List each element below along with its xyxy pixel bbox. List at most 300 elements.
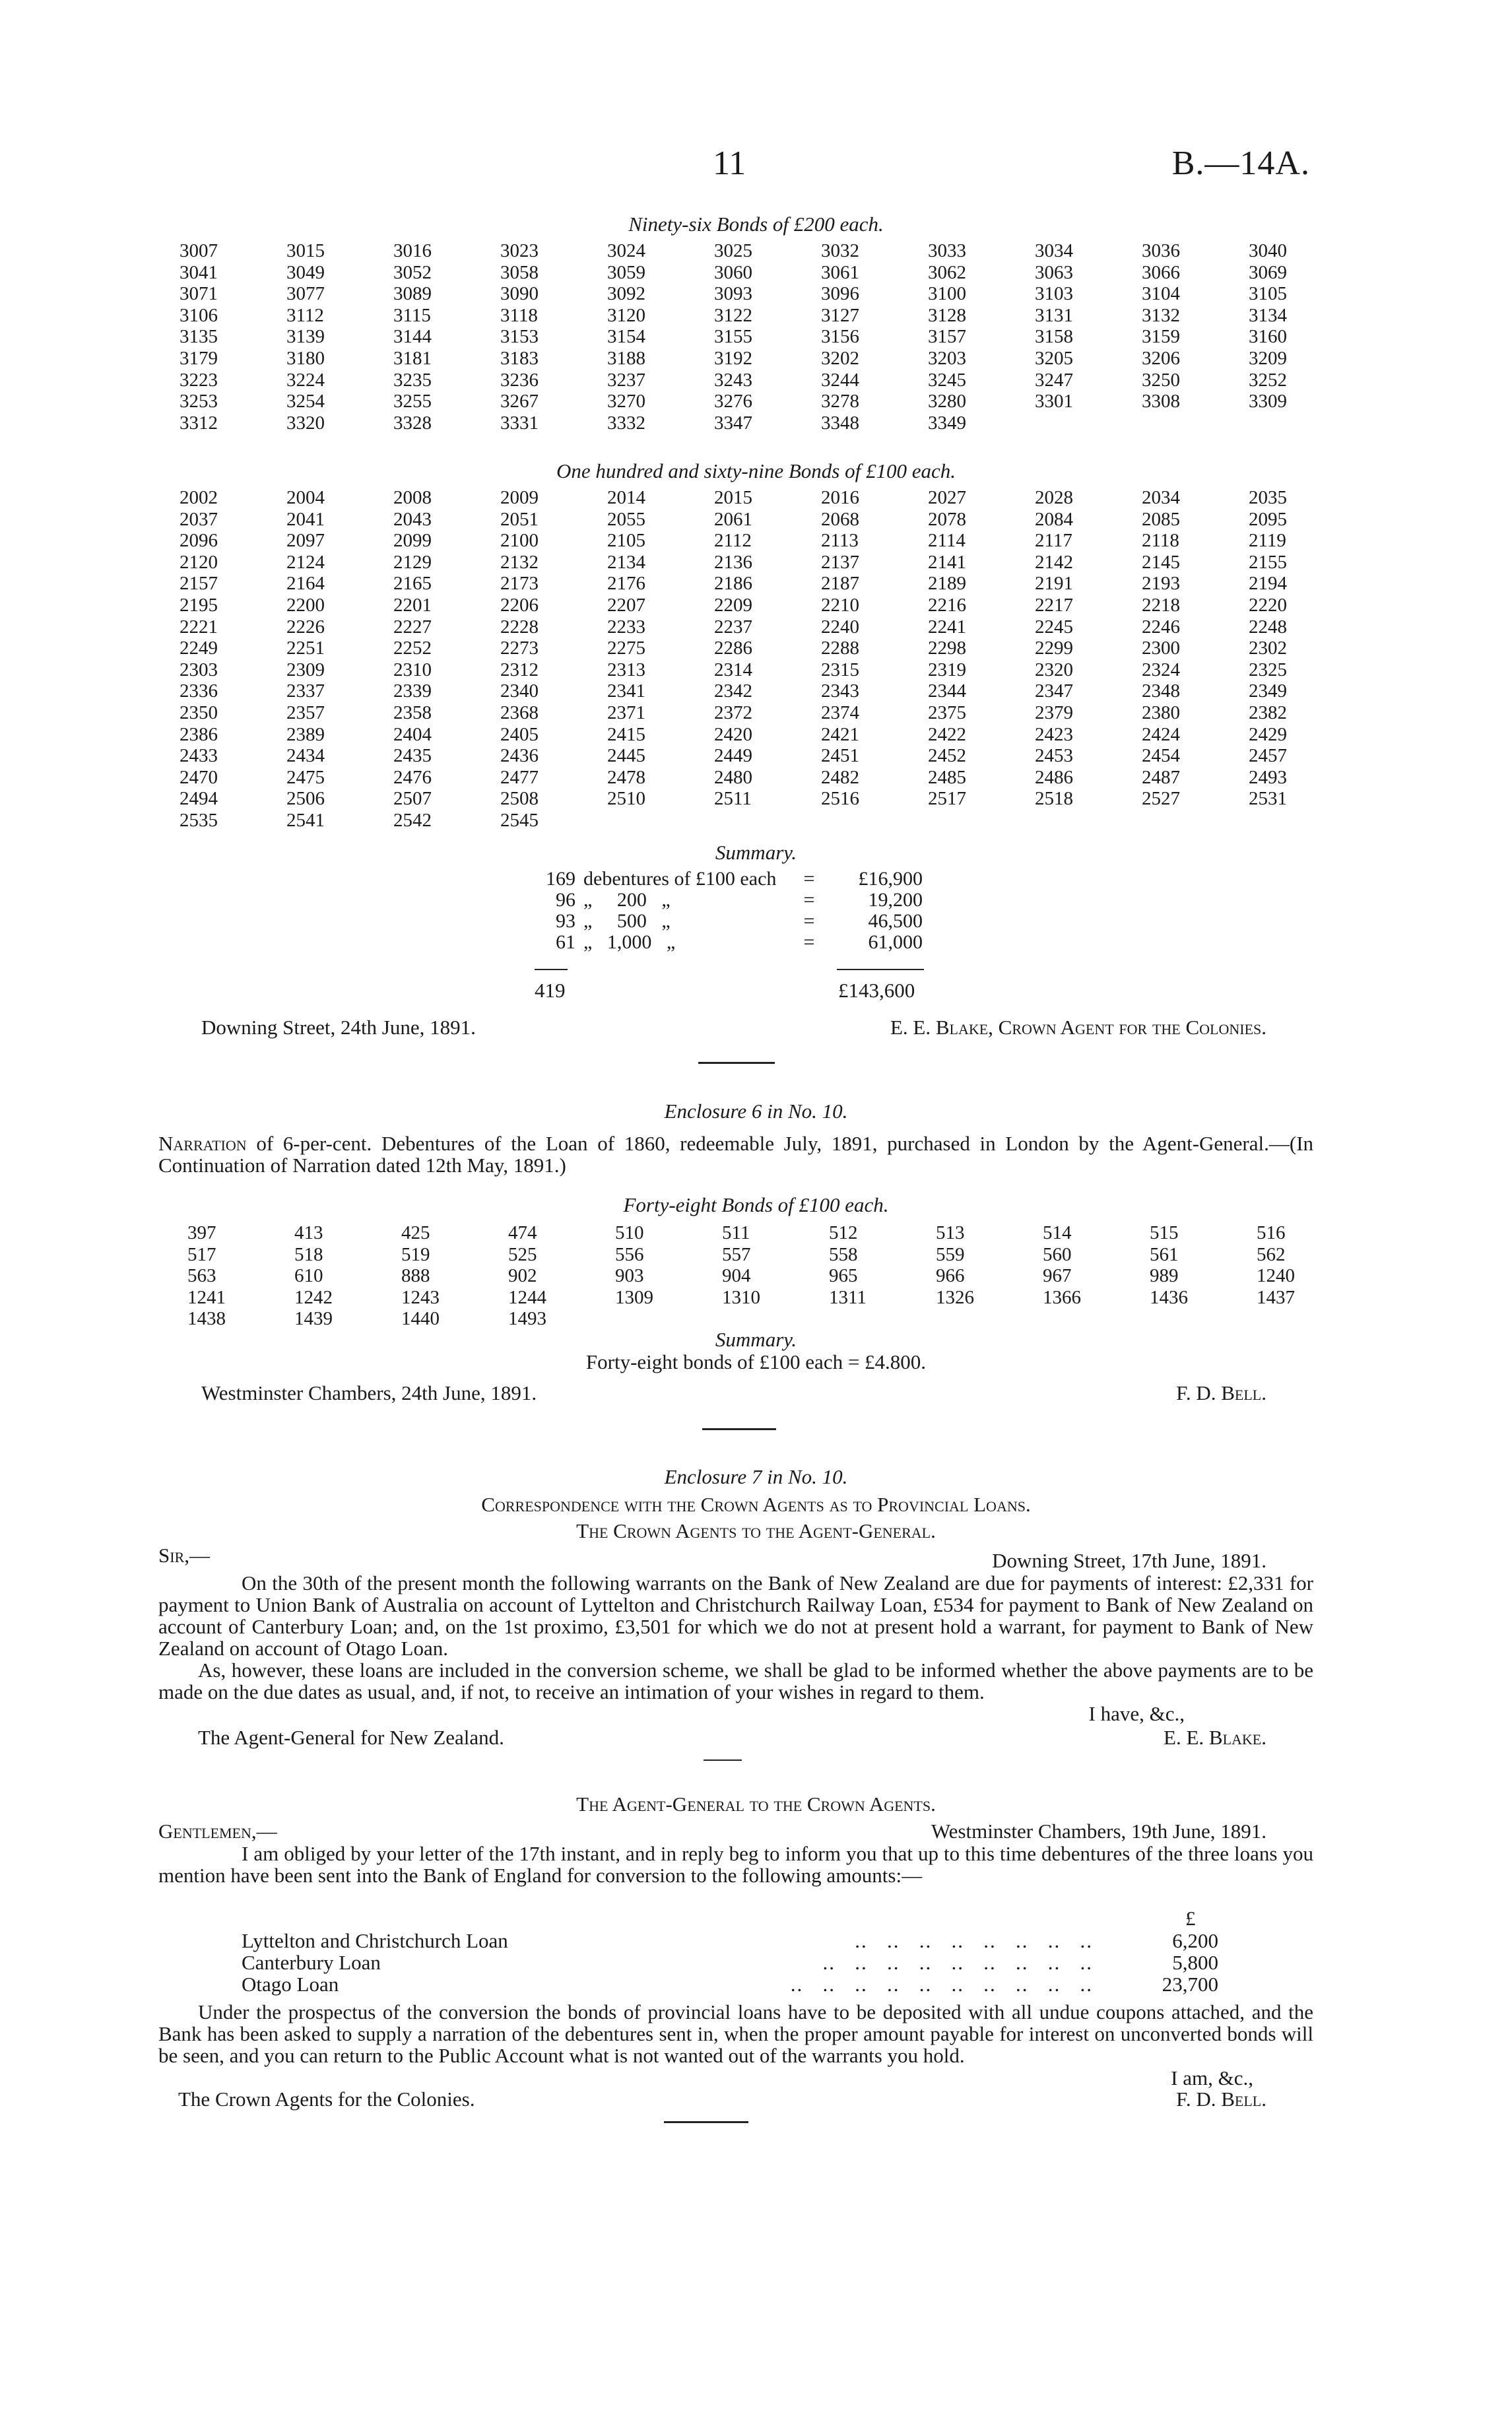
summary-cell: 169 bbox=[546, 868, 575, 890]
bond-number: 3025 bbox=[714, 240, 752, 261]
bond-number: 2424 bbox=[1142, 723, 1180, 745]
bond-number: 3320 bbox=[286, 412, 325, 434]
bond-number: 3255 bbox=[393, 391, 432, 412]
bond-number: 2511 bbox=[714, 788, 752, 810]
bond-number: 2078 bbox=[928, 508, 966, 530]
bond-number: 3105 bbox=[1249, 283, 1287, 305]
bond-number: 2379 bbox=[1035, 702, 1073, 723]
bond-number: 3209 bbox=[1249, 347, 1287, 369]
summary-row bbox=[525, 911, 927, 932]
bond-number: 2341 bbox=[607, 680, 645, 702]
bond-number: 989 bbox=[1150, 1265, 1179, 1287]
bond-number: 2350 bbox=[180, 702, 218, 723]
bond-number: 2061 bbox=[714, 508, 752, 530]
bond-number: 2349 bbox=[1249, 680, 1287, 702]
bond-number: 2506 bbox=[286, 788, 325, 810]
bond-number: 2240 bbox=[821, 616, 859, 638]
bond-number: 1243 bbox=[401, 1286, 440, 1308]
bond-number: 3236 bbox=[500, 369, 539, 391]
loan-amount: 23,700 bbox=[1162, 1973, 1218, 1996]
bond-number: 2371 bbox=[607, 702, 645, 723]
bond-number: 2302 bbox=[1249, 638, 1287, 659]
bond-number: 2348 bbox=[1142, 680, 1180, 702]
bond-number: 2245 bbox=[1035, 616, 1073, 638]
bond-number: 2314 bbox=[714, 659, 752, 680]
bond-number: 3312 bbox=[180, 412, 218, 434]
table-row bbox=[180, 638, 1356, 659]
leader-dots: .. .. .. .. .. .. .. .. bbox=[855, 1929, 1093, 1952]
bond-number: 2100 bbox=[500, 530, 539, 552]
bond-number: 2136 bbox=[714, 551, 752, 573]
bond-number: 3243 bbox=[714, 369, 752, 391]
bond-number: 2423 bbox=[1035, 723, 1073, 745]
bond-number: 3118 bbox=[500, 304, 538, 326]
letter-2-heading: The Agent-General to the Crown Agents. bbox=[576, 1792, 936, 1816]
bond-number: 474 bbox=[508, 1222, 537, 1243]
bond-number: 2340 bbox=[500, 680, 539, 702]
bond-number: 2028 bbox=[1035, 487, 1073, 508]
table-row bbox=[180, 810, 1356, 832]
bond-number: 2228 bbox=[500, 616, 539, 638]
bond-number: 3052 bbox=[393, 261, 432, 283]
bond-number: 3077 bbox=[286, 283, 325, 305]
summary-count-rule bbox=[535, 969, 568, 970]
table-row bbox=[187, 1308, 1364, 1330]
bond-number: 3203 bbox=[928, 347, 966, 369]
bond-number: 3278 bbox=[821, 391, 859, 412]
bond-number: 2187 bbox=[821, 573, 859, 595]
bond-number: 3104 bbox=[1142, 283, 1180, 305]
bond-number: 2120 bbox=[180, 551, 218, 573]
bond-number: 3244 bbox=[821, 369, 859, 391]
bond-number: 2315 bbox=[821, 659, 859, 680]
bond-number: 888 bbox=[401, 1265, 430, 1287]
bond-number: 2217 bbox=[1035, 594, 1073, 616]
bond-number: 3331 bbox=[500, 412, 539, 434]
bond-number: 3301 bbox=[1035, 391, 1073, 412]
summary-row bbox=[525, 890, 927, 911]
table-row bbox=[180, 573, 1356, 595]
bond-number: 3007 bbox=[180, 240, 218, 261]
table-row bbox=[180, 305, 1356, 327]
bond-number: 2494 bbox=[180, 788, 218, 810]
bond-number: 3347 bbox=[714, 412, 752, 434]
bond-number: 2248 bbox=[1249, 616, 1287, 638]
table-row bbox=[180, 283, 1356, 305]
bond-number: 561 bbox=[1150, 1243, 1179, 1265]
bond-number: 2337 bbox=[286, 680, 325, 702]
letter-1-place: Downing Street, 17th June, 1891. bbox=[992, 1549, 1266, 1572]
bond-number: 3071 bbox=[180, 283, 218, 305]
loan-name: Lyttelton and Christchurch Loan bbox=[242, 1929, 508, 1952]
section-divider-2 bbox=[702, 1428, 776, 1430]
bond-number: 563 bbox=[187, 1265, 216, 1287]
bond-number: 397 bbox=[187, 1222, 216, 1243]
bond-number: 2309 bbox=[286, 659, 325, 680]
bond-number: 2129 bbox=[393, 551, 432, 573]
bond-number: 902 bbox=[508, 1265, 537, 1287]
bond-number: 559 bbox=[936, 1243, 965, 1265]
bond-number: 2227 bbox=[393, 616, 432, 638]
bond-number: 1438 bbox=[187, 1308, 226, 1330]
bond-number: 2325 bbox=[1249, 659, 1287, 680]
bond-number: 3181 bbox=[393, 347, 432, 369]
bond-number: 3253 bbox=[180, 391, 218, 412]
summary-row bbox=[525, 932, 927, 953]
bond-number: 2037 bbox=[180, 508, 218, 530]
bond-number: 413 bbox=[294, 1222, 323, 1243]
table-row bbox=[180, 370, 1356, 391]
bond-number: 2339 bbox=[393, 680, 432, 702]
bond-number: 3059 bbox=[607, 261, 645, 283]
enclosure-6-title: Enclosure 6 in No. 10. bbox=[664, 1100, 848, 1123]
bond-number: 2096 bbox=[180, 530, 218, 552]
table-row bbox=[180, 745, 1356, 767]
bond-number: 2434 bbox=[286, 745, 325, 767]
bond-number: 2433 bbox=[180, 745, 218, 767]
bond-number: 2482 bbox=[821, 766, 859, 788]
summary-amount-rule bbox=[837, 969, 924, 970]
bond-number: 2449 bbox=[714, 745, 752, 767]
bond-number: 3041 bbox=[180, 261, 218, 283]
bond-number: 3276 bbox=[714, 391, 752, 412]
bond-number: 2531 bbox=[1249, 788, 1287, 810]
bond-number: 3332 bbox=[607, 412, 645, 434]
bond-number: 3223 bbox=[180, 369, 218, 391]
summary-cell: 19,200 bbox=[868, 889, 923, 911]
letter-1-closing: I have, &c., bbox=[1088, 1702, 1185, 1725]
bond-number: 3179 bbox=[180, 347, 218, 369]
bond-number: 3060 bbox=[714, 261, 752, 283]
letter-1-addressee: The Agent-General for New Zealand. bbox=[198, 1726, 504, 1749]
bond-number: 2382 bbox=[1249, 702, 1287, 723]
bond-number: 2085 bbox=[1142, 508, 1180, 530]
bond-number: 2312 bbox=[500, 659, 539, 680]
bond-number: 2157 bbox=[180, 573, 218, 595]
bond-number: 517 bbox=[187, 1243, 216, 1265]
bond-number: 2206 bbox=[500, 594, 539, 616]
bond-number: 2535 bbox=[180, 809, 218, 831]
bond-number: 519 bbox=[401, 1243, 430, 1265]
bond-number: 3106 bbox=[180, 304, 218, 326]
bond-number: 562 bbox=[1257, 1243, 1286, 1265]
bond-number: 2358 bbox=[393, 702, 432, 723]
bond-number: 3033 bbox=[928, 240, 966, 261]
signature-bell: F. D. Bell. bbox=[1176, 1381, 1266, 1404]
section-title-200-bonds: Ninety-six Bonds of £200 each. bbox=[628, 213, 884, 236]
bond-number: 3016 bbox=[393, 240, 432, 261]
table-row bbox=[180, 788, 1356, 810]
enclosure-7-title: Enclosure 7 in No. 10. bbox=[664, 1465, 848, 1488]
bond-number: 3036 bbox=[1142, 240, 1180, 261]
bond-number: 904 bbox=[722, 1265, 751, 1287]
bond-number: 3156 bbox=[821, 326, 859, 348]
summary-cell: debentures of £100 each bbox=[583, 868, 777, 890]
bond-number: 3103 bbox=[1035, 283, 1073, 305]
bond-number: 3245 bbox=[928, 369, 966, 391]
bond-number: 2210 bbox=[821, 594, 859, 616]
bond-number: 1242 bbox=[294, 1286, 333, 1308]
table-row bbox=[180, 616, 1356, 638]
bond-number: 2420 bbox=[714, 723, 752, 745]
bond-number: 2249 bbox=[180, 638, 218, 659]
bond-number: 3206 bbox=[1142, 347, 1180, 369]
bond-number: 3040 bbox=[1249, 240, 1287, 261]
bond-number: 3252 bbox=[1249, 369, 1287, 391]
bond-number: 3034 bbox=[1035, 240, 1073, 261]
bond-number: 2186 bbox=[714, 573, 752, 595]
bond-number: 3100 bbox=[928, 283, 966, 305]
bond-number: 1240 bbox=[1257, 1265, 1295, 1287]
bond-number: 2207 bbox=[607, 594, 645, 616]
bond-number: 3069 bbox=[1249, 261, 1287, 283]
narration-lead: Narration bbox=[158, 1132, 247, 1155]
bond-number: 1309 bbox=[615, 1286, 653, 1308]
bond-number: 2485 bbox=[928, 766, 966, 788]
dateline-westminster: Westminster Chambers, 24th June, 1891. bbox=[201, 1381, 537, 1404]
bond-number: 2313 bbox=[607, 659, 645, 680]
bond-number: 2476 bbox=[393, 766, 432, 788]
summary-total-amount: £143,600 bbox=[838, 979, 915, 1002]
bond-number: 3154 bbox=[607, 326, 645, 348]
bond-number: 1311 bbox=[829, 1286, 867, 1308]
bond-number: 3160 bbox=[1249, 326, 1287, 348]
summary-cell: „ 1,000 „ bbox=[583, 931, 676, 953]
bond-number: 2487 bbox=[1142, 766, 1180, 788]
bond-number: 3158 bbox=[1035, 326, 1073, 348]
bond-number: 3188 bbox=[607, 347, 645, 369]
table-row bbox=[180, 487, 1356, 509]
bond-number: 2451 bbox=[821, 745, 859, 767]
bond-number: 2527 bbox=[1142, 788, 1180, 810]
bond-number: 3205 bbox=[1035, 347, 1073, 369]
bond-number: 3183 bbox=[500, 347, 539, 369]
bond-number: 2200 bbox=[286, 594, 325, 616]
bond-number: 3089 bbox=[393, 283, 432, 305]
bond-number: 2319 bbox=[928, 659, 966, 680]
bond-number: 556 bbox=[615, 1243, 644, 1265]
bond-number: 2286 bbox=[714, 638, 752, 659]
bond-number: 3254 bbox=[286, 391, 325, 412]
summary-cell: = bbox=[803, 910, 815, 932]
bond-number: 2221 bbox=[180, 616, 218, 638]
bond-number: 2114 bbox=[928, 530, 966, 552]
bond-number: 1241 bbox=[187, 1286, 226, 1308]
summary-cell: £16,900 bbox=[858, 868, 923, 890]
bond-number: 3153 bbox=[500, 326, 539, 348]
letter-2-salutation: Gentlemen,— bbox=[158, 1820, 277, 1843]
loan-name: Canterbury Loan bbox=[242, 1951, 381, 1974]
bond-number: 3157 bbox=[928, 326, 966, 348]
bond-number: 3180 bbox=[286, 347, 325, 369]
bond-number: 3015 bbox=[286, 240, 325, 261]
bond-number: 515 bbox=[1150, 1222, 1179, 1243]
bond-number: 3128 bbox=[928, 304, 966, 326]
table-row bbox=[180, 262, 1356, 284]
bond-number: 3131 bbox=[1035, 304, 1073, 326]
section-title-100-bonds: One hundred and sixty-nine Bonds of £100 each. bbox=[556, 459, 956, 482]
bond-number: 2112 bbox=[714, 530, 752, 552]
bond-number: 3096 bbox=[821, 283, 859, 305]
bond-number: 2374 bbox=[821, 702, 859, 723]
bond-number: 513 bbox=[936, 1222, 965, 1243]
bond-number: 2445 bbox=[607, 745, 645, 767]
table-row bbox=[180, 680, 1356, 702]
bond-number: 3115 bbox=[393, 304, 431, 326]
bond-number: 2252 bbox=[393, 638, 432, 659]
letter-2-signature: F. D. Bell. bbox=[1176, 2087, 1266, 2111]
loan-row bbox=[242, 1952, 1218, 1973]
table-row bbox=[180, 659, 1356, 681]
loan-row bbox=[242, 1973, 1218, 1995]
bond-number: 2220 bbox=[1249, 594, 1287, 616]
bond-number: 2055 bbox=[607, 508, 645, 530]
bond-number: 2457 bbox=[1249, 745, 1287, 767]
bond-number: 3139 bbox=[286, 326, 325, 348]
document-reference: B.—14A. bbox=[1171, 145, 1310, 182]
bond-number: 3112 bbox=[286, 304, 324, 326]
bond-number: 1244 bbox=[508, 1286, 546, 1308]
summary-cell: „ 500 „ bbox=[583, 910, 671, 932]
bond-number: 2142 bbox=[1035, 551, 1073, 573]
bond-number: 2191 bbox=[1035, 573, 1073, 595]
bond-number: 3144 bbox=[393, 326, 432, 348]
bond-number: 3058 bbox=[500, 261, 539, 283]
bond-number: 1440 bbox=[401, 1308, 440, 1330]
bond-number: 3349 bbox=[928, 412, 966, 434]
bond-number: 2009 bbox=[500, 487, 539, 508]
bond-number: 2375 bbox=[928, 702, 966, 723]
summary-cell: = bbox=[803, 931, 815, 953]
bond-number: 516 bbox=[1257, 1222, 1286, 1243]
bond-number: 2475 bbox=[286, 766, 325, 788]
enclosure-6-narration bbox=[158, 1133, 1313, 1176]
bond-number: 2288 bbox=[821, 638, 859, 659]
enclosure-6-subtitle: Forty-eight Bonds of £100 each. bbox=[623, 1193, 889, 1216]
table-row bbox=[180, 702, 1356, 724]
summary-table bbox=[525, 869, 927, 953]
bond-number: 557 bbox=[722, 1243, 751, 1265]
letter-2-place: Westminster Chambers, 19th June, 1891. bbox=[931, 1820, 1266, 1843]
loan-list bbox=[242, 1930, 1218, 1995]
bond-number: 2113 bbox=[821, 530, 859, 552]
bond-number: 2105 bbox=[607, 530, 645, 552]
bond-number: 3224 bbox=[286, 369, 325, 391]
bond-number: 1366 bbox=[1043, 1286, 1081, 1308]
bond-number: 2422 bbox=[928, 723, 966, 745]
bond-number: 2508 bbox=[500, 788, 539, 810]
table-row bbox=[187, 1265, 1364, 1287]
summary-cell: = bbox=[803, 889, 815, 911]
bond-number: 1437 bbox=[1257, 1286, 1295, 1308]
bond-number: 2343 bbox=[821, 680, 859, 702]
bond-number: 3120 bbox=[607, 304, 645, 326]
page-number: 11 bbox=[713, 145, 746, 182]
bond-table-enclosure-6 bbox=[187, 1222, 1364, 1330]
bond-number: 2342 bbox=[714, 680, 752, 702]
bond-number: 1326 bbox=[936, 1286, 974, 1308]
bond-number: 3063 bbox=[1035, 261, 1073, 283]
leader-dots: .. .. .. .. .. .. .. .. .. .. bbox=[790, 1973, 1093, 1996]
table-row bbox=[180, 326, 1356, 348]
summary-cell: = bbox=[803, 868, 815, 890]
loan-amount: 6,200 bbox=[1172, 1929, 1218, 1952]
bond-number: 2124 bbox=[286, 551, 325, 573]
currency-symbol: £ bbox=[1185, 1907, 1196, 1930]
loan-name: Otago Loan bbox=[242, 1973, 339, 1996]
bond-number: 2386 bbox=[180, 723, 218, 745]
summary-title: Summary. bbox=[715, 841, 797, 864]
bond-number: 560 bbox=[1043, 1243, 1072, 1265]
bond-number: 425 bbox=[401, 1222, 430, 1243]
bond-number: 2216 bbox=[928, 594, 966, 616]
bond-number: 3066 bbox=[1142, 261, 1180, 283]
end-divider bbox=[664, 2121, 748, 2123]
table-row bbox=[180, 348, 1356, 370]
bond-number: 2145 bbox=[1142, 551, 1180, 573]
table-row bbox=[180, 767, 1356, 789]
bond-number: 2141 bbox=[928, 551, 966, 573]
bond-number: 1439 bbox=[294, 1308, 333, 1330]
signature-blake: E. E. Blake, Crown Agent for the Colonies. bbox=[890, 1016, 1266, 1039]
summary-cell: 46,500 bbox=[868, 910, 923, 932]
bond-number: 2357 bbox=[286, 702, 325, 723]
bond-number: 3308 bbox=[1142, 391, 1180, 412]
bond-number: 2117 bbox=[1035, 530, 1072, 552]
bond-number: 2246 bbox=[1142, 616, 1180, 638]
bond-number: 2155 bbox=[1249, 551, 1287, 573]
bond-number: 2195 bbox=[180, 594, 218, 616]
bond-number: 2429 bbox=[1249, 723, 1287, 745]
bond-number: 2137 bbox=[821, 551, 859, 573]
bond-number: 3348 bbox=[821, 412, 859, 434]
bond-number: 2310 bbox=[393, 659, 432, 680]
table-row bbox=[187, 1222, 1364, 1244]
summary-cell: „ 200 „ bbox=[583, 889, 671, 911]
bond-number: 2132 bbox=[500, 551, 539, 573]
table-row bbox=[180, 724, 1356, 746]
bond-number: 3024 bbox=[607, 240, 645, 261]
bond-number: 1493 bbox=[508, 1308, 546, 1330]
bond-number: 2486 bbox=[1035, 766, 1073, 788]
bond-number: 2194 bbox=[1249, 573, 1287, 595]
bond-number: 2165 bbox=[393, 573, 432, 595]
bond-number: 514 bbox=[1043, 1222, 1072, 1243]
bond-number: 2209 bbox=[714, 594, 752, 616]
bond-number: 2470 bbox=[180, 766, 218, 788]
enclosure-6-summary-title: Summary. bbox=[715, 1328, 797, 1351]
bond-number: 2035 bbox=[1249, 487, 1287, 508]
bond-number: 511 bbox=[722, 1222, 750, 1243]
bond-number: 2164 bbox=[286, 573, 325, 595]
bond-number: 2014 bbox=[607, 487, 645, 508]
bond-number: 2118 bbox=[1142, 530, 1179, 552]
bond-number: 3134 bbox=[1249, 304, 1287, 326]
bond-number: 3237 bbox=[607, 369, 645, 391]
bond-number: 2099 bbox=[393, 530, 432, 552]
bond-number: 2478 bbox=[607, 766, 645, 788]
bond-table-100 bbox=[180, 487, 1356, 832]
bond-number: 3127 bbox=[821, 304, 859, 326]
bond-number: 3132 bbox=[1142, 304, 1180, 326]
bond-number: 510 bbox=[615, 1222, 644, 1243]
loan-row bbox=[242, 1930, 1218, 1952]
bond-number: 2336 bbox=[180, 680, 218, 702]
bond-number: 2218 bbox=[1142, 594, 1180, 616]
letter-1-salutation: Sir,— bbox=[158, 1544, 210, 1567]
bond-number: 3155 bbox=[714, 326, 752, 348]
bond-number: 2034 bbox=[1142, 487, 1180, 508]
